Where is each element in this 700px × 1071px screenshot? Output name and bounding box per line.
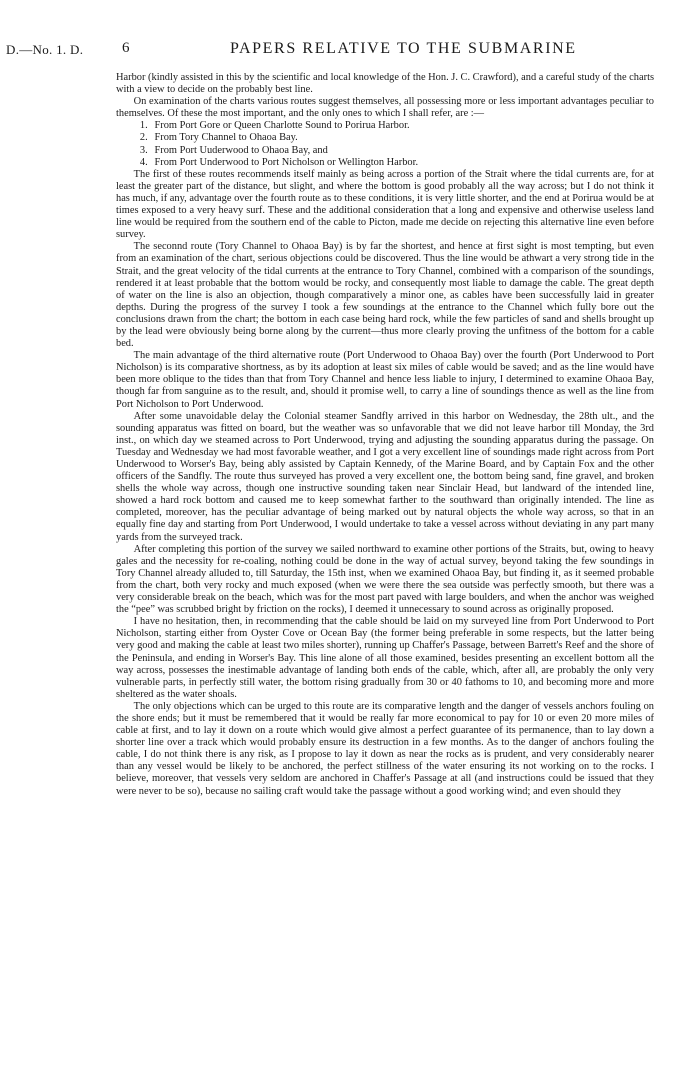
- paragraph-third-route: The main advantage of the third alternative route (Port Underwood to Ohaoa Bay) over the fourth (Port Underwood to Port Nicholson) is its comparative shortness, as by its adoption at least six miles of cable would be saved; and as the line would have been more oblique to the tides than that from Tory Channel and hence less liable to injury, I determined to examine Ohaoa Bay, though far from sanguine as to the result, and, should it promise well, to carry a line of soundings thence as well as the line from Port Nicholson to Port Underwood.: [116, 350, 654, 410]
- route-item: [140, 145, 654, 157]
- running-title: PAPERS RELATIVE TO THE SUBMARINE: [230, 40, 577, 57]
- paragraph-first-route: The first of these routes recommends itself mainly as being across a portion of the Strait where the tidal currents are, for at least the greater part of the distance, but slight, and where the bottom is good probably all the way across; but I do not think it has much, if any, advantage over the fourth route as to these conditions, it is very little shorter, and the end at Porirua would be at times exposed to a very heavy surf. These and the additional consideration that a long and expensive and otherwise useless land line would be required from the southern end of the cable to Picton, made me decide on rejecting this alternative line even before survey.: [116, 168, 654, 241]
- paragraph-objections: The only objections which can be urged to this route are its comparative length and the danger of vessels anchors fouling on the shore ends; but it must be remembered that it would be really far more economical to pay for 10 or even 20 more miles of cable at first, and to lay it down on a route which would give almost a perfect guarantee of its permanence, than to lay down a shorter line over a track which would probably ensure its destruction in a few months. As to the danger of anchors fouling the cable, I do not think there is any risk, as I propose to lay it down as near the rocks as is prudent, and very considerably nearer than any vessel would be likely to be anchored, the perfect stillness of the water ensuring its not working on to the rocks. I believe, moreover, that vessels very seldom are anchored in Chaffer's Passage at all (and instructions could be issued that they were never to be so), because no sailing craft would take the passage without a good working wind; and even should they: [116, 700, 654, 797]
- paragraph-second-route: The seconnd route (Tory Channel to Ohaoa Bay) is by far the shortest, and hence at first sight is most tempting, but even from an examination of the chart, serious objections could be discovered. Thus the line would be athwart a very strong tide in the Strait, and the great velocity of the tidal currents at the entrance to Tory Channel, combined with a comparison of the soundings, rendered it at least probable that the bottom would be rocky, and consequently most liable to damage the cable. The great depth of water on the line is also an objection, though comparatively a minor one, as cables have been successfully laid in greater depths. During the progress of the survey I took a few soundings at the entrance to the Channel which fully bore out the conclusions drawn from the chart; the bottom in each case being hard rock, while the few particles of sand and shells brought up by the lead were obviously being borne along by the current—thus more clearly proving the unfitness of the bottom for a cable bed.: [116, 241, 654, 350]
- paragraph-ohaoa-bay: After completing this portion of the survey we sailed northward to examine other portions of the Straits, but, owing to heavy gales and the necessity for re-coaling, nothing could be done in the way of actual survey, beyond taking the few soundings in Tory Channel already alluded to, till Saturday, the 15th inst, when we examined Ohaoa Bay, but finding it, as it seemed probable from the chart, both very rocky and much exposed (when we were there the sea outside was perfectly smooth, but there was a very considerable break on the beach, which was for the most part paved with large boulders, and when the anchor was weighed the “pee” was scrubbed bright by friction on the rocks), I deemed it unnecessary to sound across as originally proposed.: [116, 543, 654, 616]
- paragraph-sandfly-survey: After some unavoidable delay the Colonial steamer Sandfly arrived in this harbor on Wednesday, the 28th ult., and the sounding apparatus was fitted on board, but the weather was so unfavorable that we did not leave harbor till Monday, the 3rd inst., on which day we steamed across to Port Underwood, trying and adjusting the sounding apparatus during the passage. On Tuesday and Wednesday we had most favorable weather, and I got a very excellent line of soundings made right across from Port Underwood to Worser's Bay, being ably assisted by Captain Kennedy, of the Marine Board, and by Captain Fox and the other officers of the Sandfly. The route thus surveyed has proved a very excellent one, the bottom being sand, fine gravel, and broken shells the whole way across, though one instructive sounding taken near Sinclair Head, but landward of the intended line, showed a hard rock bottom and caused me to keep somewhat farther to the southward than originally intended. The line as completed, moreover, has the peculiar advantage of being marked out by natural objects the whole way across, so that in an equally fine day and starting from Port Underwood, I would undertake to take a vessel across without deviating in any part many yards from the surveyed track.: [116, 410, 654, 543]
- route-item: [140, 132, 654, 144]
- route-number: 1.: [139, 120, 148, 132]
- route-text: From Tory Channel to Ohaoa Bay.: [154, 132, 298, 144]
- route-number: 2.: [139, 132, 148, 144]
- route-item: [140, 157, 654, 169]
- paragraph-routes-intro: On examination of the charts various routes suggest themselves, all possessing more or less important advantages peculiar to themselves. Of these the most important, and the only ones to which I shall refer, are :—: [116, 96, 654, 120]
- paragraph-harbor-continuation: Harbor (kindly assisted in this by the scientific and local knowledge of the Hon. J. C. Crawford), and a careful study of the charts with a view to decide on the probably best line.: [116, 72, 654, 96]
- route-number: 3.: [139, 144, 148, 156]
- route-text: From Port Uuderwood to Ohaoa Bay, and: [154, 144, 328, 156]
- route-text: From Port Underwood to Port Nicholson or Wellington Harbor.: [154, 156, 419, 168]
- route-item: [140, 120, 654, 132]
- document-body: [116, 72, 654, 798]
- paragraph-recommendation: I have no hesitation, then, in recommending that the cable should be laid on my surveyed line from Port Underwood to Port Nicholson, starting either from Oyster Cove or Ocean Bay (the former being preferable in some respects, but the latter being very good and making the cable at least two miles shorter), running up Chaffer's Passage, between Barrett's Reef and the shore of the Peninsula, and ending in Worser's Bay. This line alone of all those examined, besides presenting an excellent bottom all the way across, possesses the inestimable advantage of landing both ends of the cable, which, after all, are probably the only very vulnerable parts, in perfectly still water, the bottom rising gradually from 30 or 40 fathoms to 10, and becoming more and more sheltered as the water shoals.: [116, 616, 654, 700]
- routes-list: [116, 120, 654, 168]
- page-number: 6: [122, 40, 130, 56]
- route-number: 4.: [139, 156, 148, 168]
- page-header: [6, 40, 682, 60]
- series-reference: D.—No. 1. D.: [6, 42, 84, 57]
- route-text: From Port Gore or Queen Charlotte Sound to Porirua Harbor.: [154, 120, 410, 132]
